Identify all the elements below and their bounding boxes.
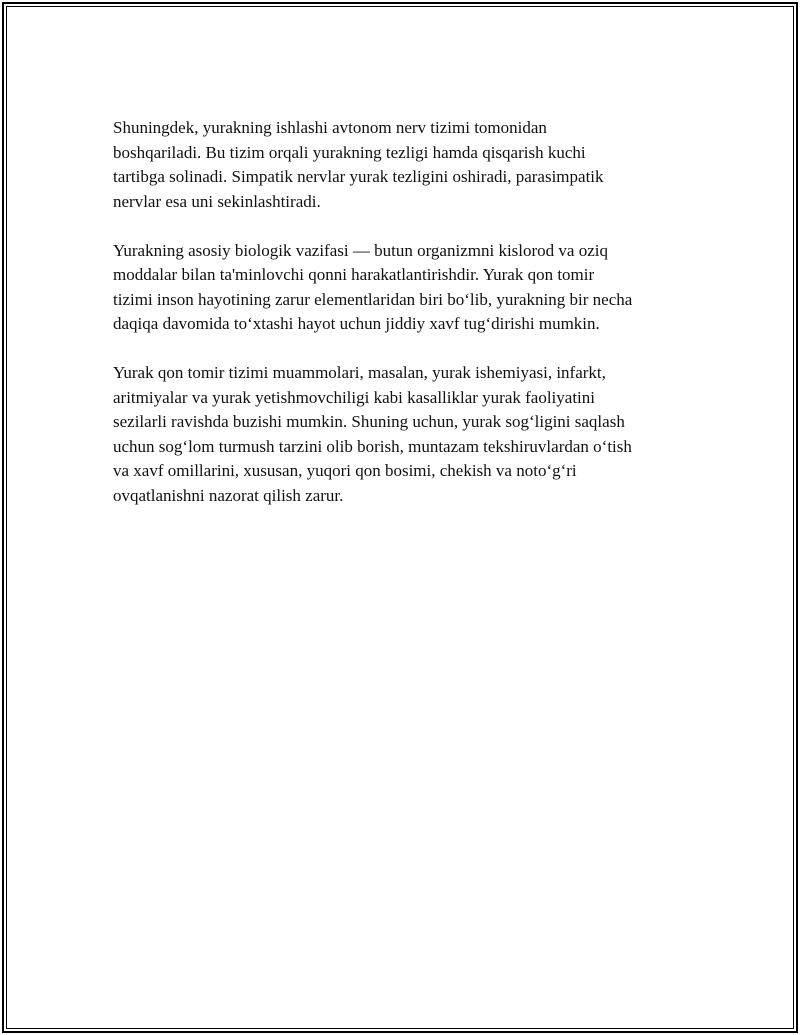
text-line: aritmiyalar va yurak yetishmovchiligi kabi kasalliklar yurak faoliyatini [113,387,595,407]
paragraph-heart-regulation [113,116,693,214]
text-line: daqiqa davomida to‘xtashi hayot uchun jiddiy xavf tug‘dirishi mumkin. [113,314,600,333]
paragraph-heart-problems [113,361,693,508]
text-line: Shuningdek, yurakning ishlashi avtonom nerv tizimi tomonidan [113,118,547,137]
text-line: tizimi inson hayotining zarur elementlaridan biri bo‘lib, yurakning bir necha [113,289,633,309]
text-line: Yurak qon tomir tizimi muammolari, masalan, yurak ishemiyasi, infarkt, [113,363,606,382]
text-line: moddalar bilan ta'minlovchi qonni harakatlantirishdir. Yurak qon tomir [113,265,595,284]
text-line: nervlar esa uni sekinlashtiradi. [113,191,321,211]
paragraph-heart-function [113,239,693,337]
text-line: Yurakning asosiy biologik vazifasi — butun organizmni kislorod va oziq [113,240,608,260]
text-line: va xavf omillarini, xususan, yuqori qon bosimi, chekish va noto‘g‘ri [113,461,577,480]
text-line: tartibga solinadi. Simpatik nervlar yurak tezligini oshiradi, parasimpatik [113,167,604,186]
text-line: uchun sog‘lom turmush tarzini olib borish, muntazam tekshiruvlardan o‘tish [113,436,632,456]
text-line: ovqatlanishni nazorat qilish zarur. [113,485,344,505]
text-line: boshqariladi. Bu tizim orqali yurakning tezligi hamda qisqarish kuchi [113,142,586,162]
document-body [113,116,693,533]
text-line: sezilarli ravishda buzishi mumkin. Shuning uchun, yurak sog‘ligini saqlash [113,412,625,431]
